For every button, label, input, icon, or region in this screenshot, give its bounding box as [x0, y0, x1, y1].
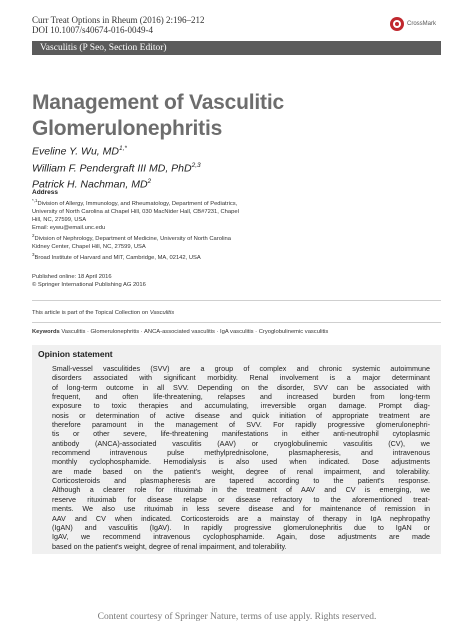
- opinion-line: therefore paramount in the management of SVV. For rapidly progressive glomerulonephri-: [52, 420, 430, 430]
- journal-citation-line: Curr Treat Options in Rheum (2016) 2:196–212: [32, 15, 205, 25]
- opinion-line: exposure to toxic therapies and accumulating, irreversible organ damage. Prompt diag-: [52, 401, 430, 411]
- opinion-line: antibody (ANCA)-associated vasculitis (AAV) or cryoglobulinemic vasculitis (CV), we: [52, 438, 430, 448]
- opinion-line: Although a clearer role for rituximab in the treatment of AAV and CV is emerging, we: [52, 485, 430, 495]
- opinion-line: disorders associated with significant morbidity. Renal involvement is a major determinant: [52, 373, 430, 383]
- opinion-line: nosis or determination of active disease and quick initiation of appropriate treatment are: [52, 410, 430, 420]
- author: Eveline Y. Wu, $MD^{1,*}$: [32, 145, 127, 158]
- publication-info: [32, 273, 146, 289]
- crossmark-badge[interactable]: [390, 17, 436, 31]
- section-banner: Vasculitis (P Seo, Section Editor): [32, 41, 441, 55]
- opinion-line: (IgAN) and vasculitis (IgAV). In rapidly progressive glomerulonephritis due to IgAN or: [52, 522, 430, 532]
- author: William F. Pendergraft III MD, PhD$^{2,3}$: [32, 161, 201, 174]
- opinion-line: reserve rituximab for disease relapse or disease refractory to the aforementioned treat-: [52, 494, 430, 504]
- published-date: Published online: 18 April 2016: [32, 274, 112, 280]
- opinion-line: based on the patient's weight, degree of renal impairment, and tolerability.: [52, 541, 287, 551]
- opinion-line: AAV and CV when indicated. Corticosteroids are a mainstay of therapy in IgA nephropathy: [52, 513, 430, 523]
- email-line[interactable]: Email: eywu@email.unc.edu: [32, 224, 106, 231]
- opinion-line: Corticosteroids and plasmapheresis are tapered according to the patient's response.: [52, 476, 430, 486]
- keywords-text: Vasculitis · Glomerulonephritis · ANCA-associated vasculitis · IgA vasculitis · Cryoglobulinemic vasculitis: [61, 329, 329, 335]
- opinion-line: ments. We also use rituximab in less severe disease and for maintenance of remission in: [52, 504, 430, 514]
- keywords-label: Keywords: [32, 329, 60, 335]
- author: Patrick H. Nachman, $MD^2$: [32, 178, 152, 191]
- article-title: [32, 90, 284, 142]
- address-line: $^2$Division of Nephrology, Department of Medicine, University of North Carolina: [32, 232, 231, 242]
- address-line: Kidney Center, Chapel Hill, NC, 27599, USA: [32, 243, 146, 250]
- topical-collection: This article is part of the Topical Collection on Vasculitis: [32, 310, 175, 316]
- author-list: [32, 142, 201, 192]
- opinion-line: Small-vessel vasculitides (SVV) are a group of complex and chronic systemic autoimmune: [52, 364, 430, 373]
- opinion-line: frequent, and often life-threatening, relapses and increased burden from long-term: [52, 392, 430, 402]
- opinion-line: IgAV, we recommend intravenous cyclophosphamide. Again, dose adjustments are made: [52, 532, 430, 542]
- address-line: Hill, NC, 27599, USA: [32, 216, 87, 223]
- footer-courtesy: Content courtesy of Springer Nature, terms of use apply. Rights reserved.: [97, 612, 377, 622]
- address-heading: Address: [32, 189, 59, 196]
- doi-line[interactable]: DOI 10.1007/s40674-016-0049-4: [32, 25, 153, 35]
- opinion-line: are made based on the patient's weight, degree of renal impairment, and tolerability.: [52, 466, 430, 476]
- address-block: [32, 197, 272, 262]
- opinion-line: of long-term outcome in all SVV. Depending on the disorder, SVV can be associated with: [52, 382, 430, 392]
- address-line: University of North Carolina at Chapel Hill, 030 MacNider Hall, CB#7231, Chapel: [32, 208, 239, 215]
- address-line: $^{*,1}$Division of Allergy, Immunology, and Rheumatology, Department of Pediatrics,: [32, 198, 238, 207]
- crossmark-label: CrossMark: [406, 21, 436, 27]
- opinion-line: monthly cyclophosphamide. Hemodialysis is also used when indicated. Dose adjustments: [52, 457, 430, 467]
- title-line: Glomerulonephritis: [32, 117, 223, 140]
- copyright: © Springer International Publishing AG 2016: [32, 282, 146, 288]
- opinion-line: recommend intravenous pulse methylprednisolone, plasmapheresis, and intravenous: [52, 448, 430, 458]
- opinion-heading: Opinion statement: [38, 349, 113, 359]
- collection-link[interactable]: Vasculitis: [149, 310, 175, 316]
- opinion-line: tis or other severe, life-threatening manifestations in either anti-neutrophil cytoplasmic: [52, 429, 430, 439]
- keywords: [32, 329, 442, 335]
- divider: [32, 322, 441, 323]
- title-line: Management of Vasculitic: [32, 91, 284, 114]
- divider: [32, 300, 441, 301]
- crossmark-icon: [390, 17, 404, 31]
- journal-citation: [32, 15, 205, 35]
- address-line: $^3$Broad Institute of Harvard and MIT, Cambridge, MA, 02142, USA: [32, 251, 201, 261]
- opinion-text: [52, 364, 430, 551]
